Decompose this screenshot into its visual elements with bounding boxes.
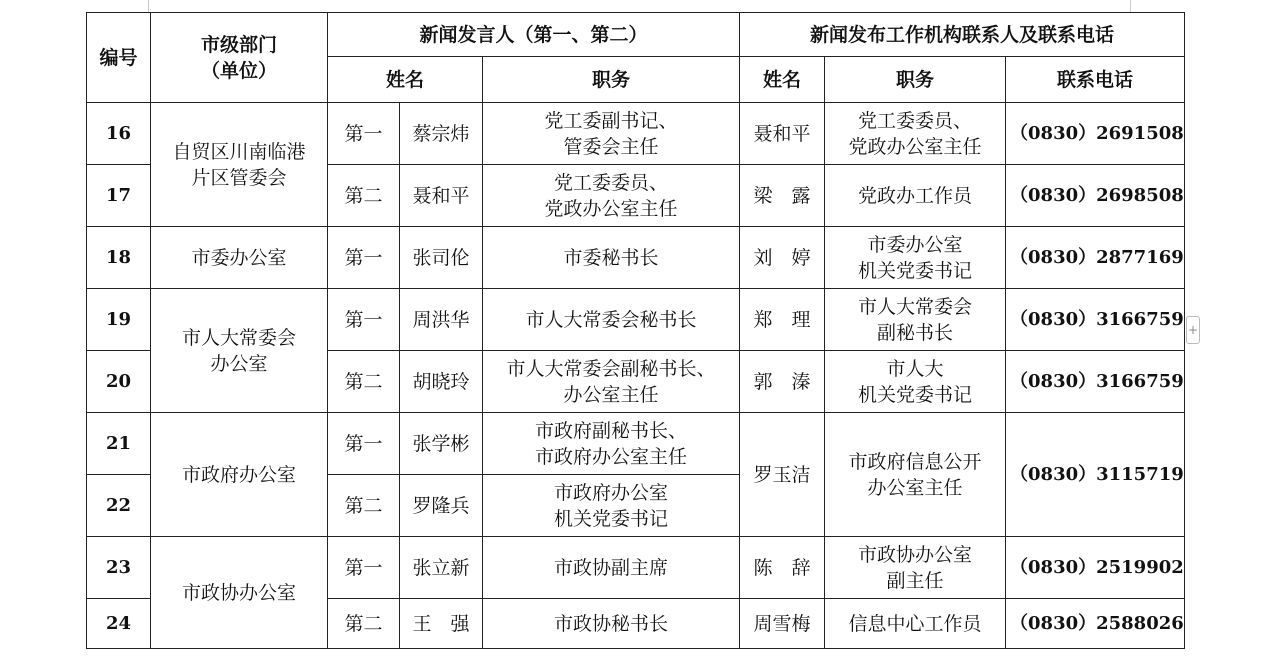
row-contact-name: 郑 理 <box>740 289 825 351</box>
header-contact-group: 新闻发布工作机构联系人及联系电话 <box>740 13 1185 57</box>
row-position: 党工委委员、 党政办公室主任 <box>483 165 740 227</box>
row-name: 蔡宗炜 <box>400 103 483 165</box>
row-name: 张立新 <box>400 537 483 599</box>
row-id: 19 <box>87 289 151 351</box>
row-name: 王 强 <box>400 599 483 649</box>
row-rank: 第一 <box>328 289 400 351</box>
row-contact-position: 党工委委员、 党政办公室主任 <box>825 103 1006 165</box>
row-position: 市政协副主席 <box>483 537 740 599</box>
row-contact-position: 市政府信息公开 办公室主任 <box>825 413 1006 537</box>
row-phone: （0830）3166759 <box>1006 351 1185 413</box>
row-contact-name: 陈 辞 <box>740 537 825 599</box>
row-contact-position: 市人大 机关党委书记 <box>825 351 1006 413</box>
row-phone: （0830）3115719 <box>1006 413 1185 537</box>
row-name: 张司伦 <box>400 227 483 289</box>
table-row <box>87 289 1185 351</box>
row-id: 23 <box>87 537 151 599</box>
header-spokesperson: 新闻发言人（第一、第二） <box>328 13 740 57</box>
header-id: 编号 <box>87 13 151 103</box>
row-id: 22 <box>87 475 151 537</box>
row-id: 21 <box>87 413 151 475</box>
header-contact-position: 职务 <box>825 57 1006 103</box>
row-contact-position: 信息中心工作员 <box>825 599 1006 649</box>
row-position: 市政府办公室 机关党委书记 <box>483 475 740 537</box>
row-id: 24 <box>87 599 151 649</box>
row-dept: 自贸区川南临港 片区管委会 <box>151 103 328 227</box>
row-name: 周洪华 <box>400 289 483 351</box>
row-name: 罗隆兵 <box>400 475 483 537</box>
row-rank: 第一 <box>328 103 400 165</box>
row-phone: （0830）2588026 <box>1006 599 1185 649</box>
header-name: 姓名 <box>328 57 483 103</box>
row-rank: 第一 <box>328 227 400 289</box>
row-name: 聂和平 <box>400 165 483 227</box>
row-rank: 第一 <box>328 537 400 599</box>
row-phone: （0830）3166759 <box>1006 289 1185 351</box>
page-margin-mark-right <box>1130 0 1131 12</box>
row-rank: 第二 <box>328 165 400 227</box>
row-dept: 市政府办公室 <box>151 413 328 537</box>
header-contact-name: 姓名 <box>740 57 825 103</box>
row-phone: （0830）2698508 <box>1006 165 1185 227</box>
row-id: 18 <box>87 227 151 289</box>
row-contact-name: 郭 溱 <box>740 351 825 413</box>
row-contact-position: 党政办工作员 <box>825 165 1006 227</box>
row-contact-name: 周雪梅 <box>740 599 825 649</box>
table-row <box>87 227 1185 289</box>
table-row <box>87 103 1185 165</box>
row-rank: 第二 <box>328 599 400 649</box>
row-contact-name: 梁 露 <box>740 165 825 227</box>
row-id: 17 <box>87 165 151 227</box>
table-row <box>87 537 1185 599</box>
add-row-button[interactable]: + <box>1186 316 1200 344</box>
header-row-1 <box>87 13 1185 57</box>
row-name: 张学彬 <box>400 413 483 475</box>
table-row <box>87 413 1185 475</box>
row-id: 20 <box>87 351 151 413</box>
row-id: 16 <box>87 103 151 165</box>
row-rank: 第二 <box>328 351 400 413</box>
row-position: 市人大常委会副秘书长、 办公室主任 <box>483 351 740 413</box>
row-name: 胡晓玲 <box>400 351 483 413</box>
row-position: 市政协秘书长 <box>483 599 740 649</box>
row-contact-position: 市委办公室 机关党委书记 <box>825 227 1006 289</box>
row-position: 市政府副秘书长、 市政府办公室主任 <box>483 413 740 475</box>
row-phone: （0830）2519902 <box>1006 537 1185 599</box>
header-position: 职务 <box>483 57 740 103</box>
row-position: 党工委副书记、 管委会主任 <box>483 103 740 165</box>
row-position: 市人大常委会秘书长 <box>483 289 740 351</box>
spokesperson-table <box>86 12 1185 649</box>
row-contact-position: 市人大常委会 副秘书长 <box>825 289 1006 351</box>
row-contact-position: 市政协办公室 副主任 <box>825 537 1006 599</box>
page-margin-mark-left <box>148 0 149 12</box>
row-phone: （0830）2691508 <box>1006 103 1185 165</box>
header-phone: 联系电话 <box>1006 57 1185 103</box>
row-contact-name: 聂和平 <box>740 103 825 165</box>
row-rank: 第二 <box>328 475 400 537</box>
header-dept: 市级部门 （单位） <box>151 13 328 103</box>
row-dept: 市人大常委会 办公室 <box>151 289 328 413</box>
row-phone: （0830）2877169 <box>1006 227 1185 289</box>
row-position: 市委秘书长 <box>483 227 740 289</box>
row-contact-name: 刘 婷 <box>740 227 825 289</box>
row-dept: 市委办公室 <box>151 227 328 289</box>
row-rank: 第一 <box>328 413 400 475</box>
row-dept: 市政协办公室 <box>151 537 328 649</box>
row-contact-name: 罗玉洁 <box>740 413 825 537</box>
